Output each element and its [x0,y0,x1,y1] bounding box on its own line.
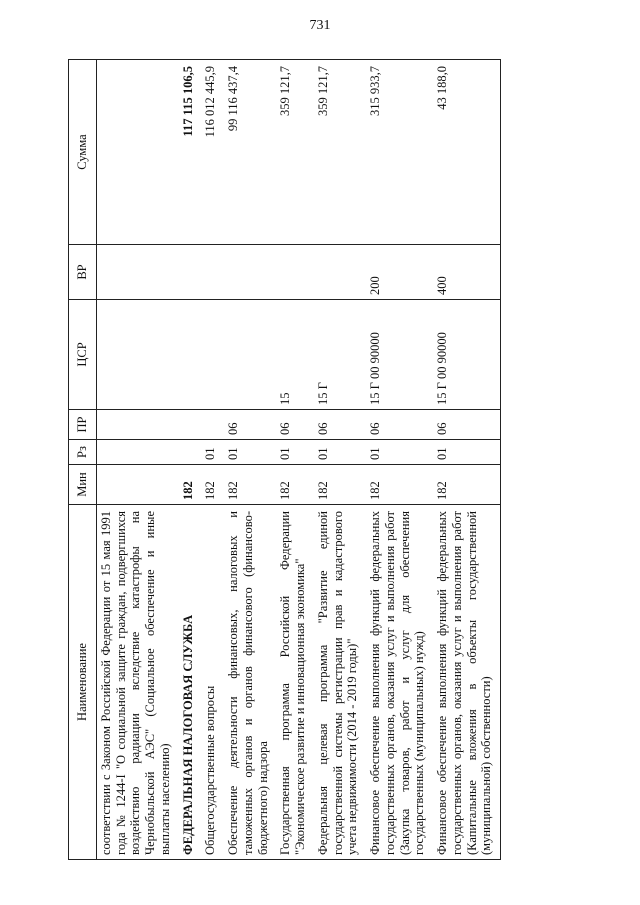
row-min: 182 [314,465,366,505]
row-vr [96,245,178,300]
row-pr: 06 [276,410,314,440]
row-min: 182 [433,465,501,505]
row-sum [96,60,178,245]
row-rz: 01 [433,440,501,465]
row-min [96,465,178,505]
row-csr: 15 Г [314,300,366,410]
row-rz: 01 [314,440,366,465]
row-pr [96,410,178,440]
row-vr [201,245,224,300]
row-rz: 01 [224,440,276,465]
row-min: 182 [366,465,433,505]
row-rz: 01 [276,440,314,465]
row-name: соответствии с Законом Российской Федерации от 15 мая 1991 года № 1244-I "О социальной защите граждан, подвергшихся воздействию радиации вследствие катастрофы на Чернобыльской АЭС" (Социальное обеспечение и иные выплаты населению) [96,505,178,860]
row-name: ФЕДЕРАЛЬНАЯ НАЛОГОВАЯ СЛУЖБА [179,505,202,860]
row-vr: 200 [366,245,433,300]
row-name: Финансовое обеспечение выполнения функций федеральных государственных органов, оказания услуг и выполнения работ (Закупка товаров, работ и услуг для обеспечения государственных (муниципальных) нужд) [366,505,433,860]
row-sum: 359 121,7 [314,60,366,245]
table-row [433,60,501,860]
header-csr: ЦСР [69,300,97,410]
row-vr [276,245,314,300]
row-min: 182 [201,465,224,505]
header-min: Мин [69,465,97,505]
row-name: Федеральная целевая программа "Развитие единой государственной системы регистрации прав и кадастрового учета недвижимости (2014 - 2019 годы)" [314,505,366,860]
row-name: Общегосударственные вопросы [201,505,224,860]
header-pr: ПР [69,410,97,440]
table-row [96,60,178,860]
header-rz: Рз [69,440,97,465]
table-row [179,60,202,860]
row-sum: 116 012 445,9 [201,60,224,245]
row-pr: 06 [314,410,366,440]
row-pr: 06 [366,410,433,440]
row-sum: 315 933,7 [366,60,433,245]
row-vr [179,245,202,300]
row-name: Государственная программа Российской Федерации "Экономическое развитие и инновационная экономика" [276,505,314,860]
row-csr: 15 Г 00 90000 [366,300,433,410]
row-csr [96,300,178,410]
row-vr: 400 [433,245,501,300]
row-pr [179,410,202,440]
row-vr [224,245,276,300]
row-rz [96,440,178,465]
row-rz: 01 [201,440,224,465]
row-csr: 15 Г 00 90000 [433,300,501,410]
row-min: 182 [276,465,314,505]
rotated-page-content [68,60,608,860]
row-pr: 06 [224,410,276,440]
row-vr [314,245,366,300]
table-row [314,60,366,860]
table-row [276,60,314,860]
header-vr: ВР [69,245,97,300]
row-sum: 117 115 106,5 [179,60,202,245]
table-row [224,60,276,860]
budget-table [68,59,501,860]
row-csr [224,300,276,410]
row-rz [179,440,202,465]
row-csr [201,300,224,410]
table-row [201,60,224,860]
row-rz: 01 [366,440,433,465]
table-row [366,60,433,860]
row-name: Обеспечение деятельности финансовых, налоговых и таможенных органов и органов финансового (финансово-бюджетного) надзора [224,505,276,860]
row-name: Финансовое обеспечение выполнения функций федеральных государственных органов, оказания услуг и выполнения работ (Капитальные вложения в объекты государственной (муниципальной) собственности) [433,505,501,860]
row-pr: 06 [433,410,501,440]
row-min: 182 [224,465,276,505]
row-sum: 43 188,0 [433,60,501,245]
row-csr: 15 [276,300,314,410]
header-name: Наименование [69,505,97,860]
row-min: 182 [179,465,202,505]
page-number: 731 [309,18,331,33]
row-sum: 99 116 437,4 [224,60,276,245]
row-pr [201,410,224,440]
header-sum: Сумма [69,60,97,245]
row-csr [179,300,202,410]
table-header-row [69,60,97,860]
row-sum: 359 121,7 [276,60,314,245]
